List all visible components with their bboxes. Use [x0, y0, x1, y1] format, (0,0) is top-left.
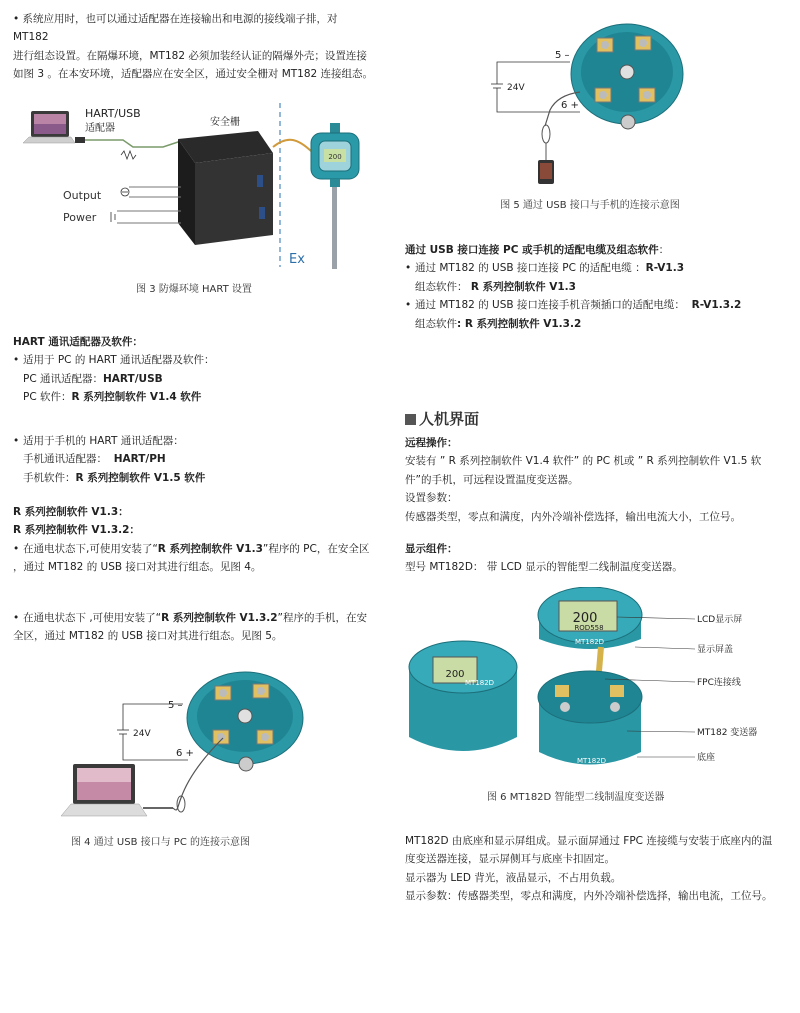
- figure-6: [405, 587, 775, 803]
- figure-6-caption: 图 6 MT182D 智能型二线制温度变送器: [487, 792, 665, 803]
- hart-phone-section: • 适用于手机的 HART 通讯适配器： 手机通讯适配器： HART/PH 手机软件：R 系列控制软件 V1.5 软件: [13, 432, 375, 487]
- ex-label: Ex: [289, 252, 305, 267]
- description-paragraph: MT182D 由底座和显示屏组成。显示面屏通过 FPC 连接缆与安装于底座内的温 度变送器连接，显示屏侧耳与底座卡扣固定。 显示器为 LED 背光，液晶显示，不占用负载。 显示参数：传感器类型，零点和满度，内外冷端补偿选择，输出电流，工位号。: [405, 835, 773, 903]
- lcd-sub-value: ROD558: [574, 624, 604, 632]
- figure-3-caption: 图 3 防爆环境 HART 设置: [136, 284, 252, 295]
- hmi-body: 远程操作： 安装有 ” R 系列控制软件 V1.4 软件” 的 PC 机或 ” R 系列控制软件 V1.5 软 件”的手机，可远程设置温度变送器。 设置参数： 传感器类型，零点和满度，内外冷端补偿选择，输出电流大小，工位号。: [405, 437, 762, 523]
- fpc-callout: FPC连接线: [697, 678, 741, 688]
- display-section: 显示组件： 型号 MT182D： 带 LCD 显示的智能型二线制温度变送器。: [405, 543, 683, 574]
- lcd-main-value: 200: [445, 669, 465, 680]
- phone-icon: [538, 160, 554, 184]
- figure-4: [13, 668, 375, 848]
- figure-4-caption: 图 4 通过 USB 接口与 PC 的连接示意图: [71, 837, 250, 848]
- laptop-icon: [61, 764, 147, 816]
- output-label: Output: [63, 189, 102, 202]
- adapter-label: 适配器: [85, 123, 115, 134]
- square-bullet-icon: [405, 414, 416, 425]
- lcd-callout: LCD显示屏: [697, 615, 743, 625]
- figure-5-caption: 图 5 通过 USB 接口与手机的连接示意图: [500, 200, 680, 211]
- mt182-head-icon: [571, 24, 683, 129]
- lcd-value: 200: [328, 153, 342, 161]
- intro-paragraph: • 系统应用时，也可以通过适配器在连接输出和电源的接线端子排，对 MT182 进行组态设置。在隔爆环境，MT182 必须加装经认证的隔爆外壳；设置连接 如图 3 。在本安环境，适配器应在安全区，通过安全栅对 MT182 连接组态。: [13, 13, 374, 81]
- usb-adapter-section: 通过 USB 接口连接 PC 或手机的适配电缆及组态软件： • 通过 MT182 的 USB 接口连接 PC 的适配电缆 ：R-V1.3 组态软件： R 系列控制软件 V1.3 • 通过 MT182 的 USB 接口连接手机音频插口的适配电缆： R-V1.3.2 组态软件: R 系列控制软件 V1.3.2: [405, 241, 775, 333]
- brand-label: MT182D: [577, 757, 607, 765]
- brand-label: MT182D: [575, 638, 605, 646]
- laptop-icon: [23, 111, 75, 143]
- hmi-title: 人机界面: [405, 410, 775, 428]
- base-icon: [538, 671, 642, 765]
- minus-terminal-label: 5 –: [168, 700, 183, 711]
- barrier-label: 安全栅: [210, 117, 240, 128]
- minus-terminal-label: 5 –: [555, 50, 570, 61]
- power-label: Power: [63, 211, 97, 224]
- hart-usb-label: HART/USB: [85, 107, 141, 120]
- r-series-phone: • 在通电状态下 ,可使用安装了“R 系列控制软件 V1.3.2”程序的手机，在安 全区，通过 MT182 的 USB 接口对其进行组态。见图 5。: [13, 609, 375, 646]
- usb-pc-diagram: [13, 668, 375, 828]
- mt182-head-icon: [187, 672, 303, 771]
- cover-callout: 显示屏盖: [697, 645, 734, 655]
- transmitter-callout: MT182 变送器: [697, 728, 758, 738]
- safety-barrier-icon: [178, 131, 273, 245]
- brand-label: MT182D: [465, 679, 495, 687]
- plus-terminal-label: 6 +: [176, 748, 194, 759]
- hart-setup-diagram: [13, 95, 375, 275]
- mt182d-assembled-icon: [409, 641, 517, 751]
- usb-section-title: 通过 USB 接口连接 PC 或手机的适配电缆及组态软件: [405, 244, 659, 256]
- lcd-main-value: 200: [572, 611, 598, 626]
- usb-phone-diagram: [405, 10, 775, 190]
- display-cover-icon: [538, 587, 642, 649]
- r-series-section: R 系列控制软件 V1.3： R 系列控制软件 V1.3.2： • 在通电状态下,可使用安装了“R 系列控制软件 V1.3”程序的 PC，在安全区 ，通过 MT182 的 USB 接口对其进行组态。见图 4。: [13, 503, 375, 577]
- figure-5: [405, 10, 775, 211]
- hmi-section: [405, 410, 775, 428]
- hart-section: HART 通讯适配器及软件： • 适用于 PC 的 HART 通讯适配器及软件： PC 通讯适配器：HART/USB PC 软件：R 系列控制软件 V1.4 软件: [13, 333, 375, 407]
- transmitter-icon: [311, 123, 359, 269]
- figure-3: [13, 95, 375, 295]
- voltage-label: 24V: [507, 83, 525, 93]
- base-callout: 底座: [697, 753, 716, 763]
- plus-terminal-label: 6 +: [561, 100, 579, 111]
- voltage-label: 24V: [133, 729, 151, 739]
- mt182d-diagram: [405, 587, 775, 787]
- hart-section-title: HART 通讯适配器及软件：: [13, 336, 143, 348]
